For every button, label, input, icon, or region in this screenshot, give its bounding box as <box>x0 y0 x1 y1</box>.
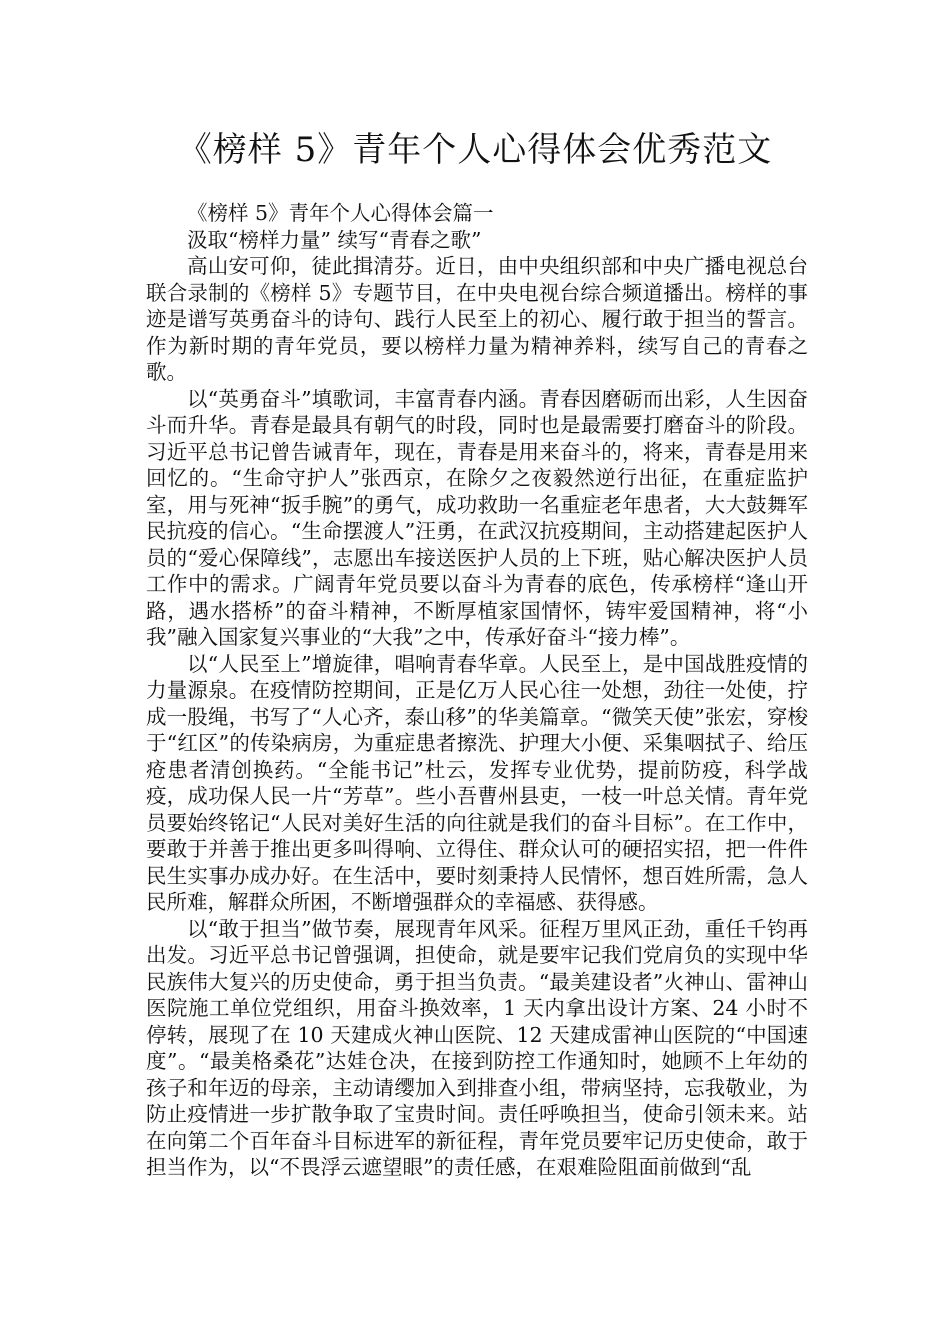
document-body <box>146 200 808 1181</box>
section-heading: 《榜样 5》青年个人心得体会篇一 <box>187 201 494 225</box>
paragraph-responsibility: 以“敢于担当”做节奏，展现青年风采。征程万里风正劲，重任千钧再出发。习近平总书记曾强调，担使命，就是要牢记我们党肩负的实现中华民族伟大复兴的历史使命，勇于担当负责。“最美建设者”火神山、雷神山医院施工单位党组织，用奋斗换效率，1 天内拿出设计方案、24 小时不停转，展现了在 10 天建成火神山医院、12 天建成雷神山医院的“中国速度”。“最美格桑花”达娃仓决，在接到防控工作通知时，她顾不上年幼的孩子和年迈的母亲，主动请缨加入到排查小组，带病坚持，忘我敬业，为防止疫情进一步扩散争取了宝贵时间。责任呼唤担当，使命引领未来。站在向第二个百年奋斗目标进军的新征程，青年党员要牢记历史使命，敢于担当作为，以“不畏浮云遮望眼”的责任感，在艰难险阻面前做到“乱 <box>146 916 808 1179</box>
paragraph-people-first: 以“人民至上”增旋律，唱响青春华章。人民至上，是中国战胜疫情的力量源泉。在疫情防控期间，正是亿万人民心往一处想，劲往一处使，拧成一股绳，书写了“人心齐，泰山移”的华美篇章。“微笑天使”张宏，穿梭于“红区”的传染病房，为重症患者擦洗、护理大小便、采集咽拭子、给压疮患者清创换药。“全能书记”杜云，发挥专业优势，提前防疫，科学战疫，成功保人民一片“芳草”。些小吾曹州县吏，一枝一叶总关情。青年党员要始终铭记“人民对美好生活的向往就是我们的奋斗目标”。在工作中，要敢于并善于推出更多叫得响、立得住、群众认可的硬招实招，把一件件民生实事办成办好。在生活中，要时刻秉持人民情怀，想百姓所需，急人民所难，解群众所困，不断增强群众的幸福感、获得感。 <box>146 651 808 914</box>
paragraph-intro: 高山安可仰，徒此揖清芬。近日，由中央组织部和中央广播电视总台联合录制的《榜样 5》专题节目，在中央电视台综合频道播出。榜样的事迹是谱写英勇奋斗的诗句、践行人民至上的初心、履行敢于担当的誓言。作为新时期的青年党员，要以榜样力量为精神养料，续写自己的青春之歌。 <box>146 254 808 384</box>
paragraph-struggle: 以“英勇奋斗”填歌词，丰富青春内涵。青春因磨砺而出彩，人生因奋斗而升华。青春是最具有朝气的时段，同时也是最需要打磨奋斗的阶段。习近平总书记曾告诫青年，现在，青春是用来奋斗的，将来，青春是用来回忆的。“生命守护人”张西京，在除夕之夜毅然逆行出征，在重症监护室，用与死神“扳手腕”的勇气，成功救助一名重症老年患者，大大鼓舞军民抗疫的信心。“生命摆渡人”汪勇，在武汉抗疫期间，主动搭建起医护人员的“爱心保障线”，志愿出车接送医护人员的上下班，贴心解决医护人员工作中的需求。广阔青年党员要以奋斗为青春的底色，传承榜样“逢山开路，遇水搭桥”的奋斗精神，不断厚植家国情怀，铸牢爱国精神，将“小我”融入国家复兴事业的“大我”之中，传承好奋斗“接力棒”。 <box>146 386 808 649</box>
document-title: 《榜样 5》青年个人心得体会优秀范文 <box>177 130 773 170</box>
subheading: 汲取“榜样力量” 续写“青春之歌” <box>187 227 482 252</box>
